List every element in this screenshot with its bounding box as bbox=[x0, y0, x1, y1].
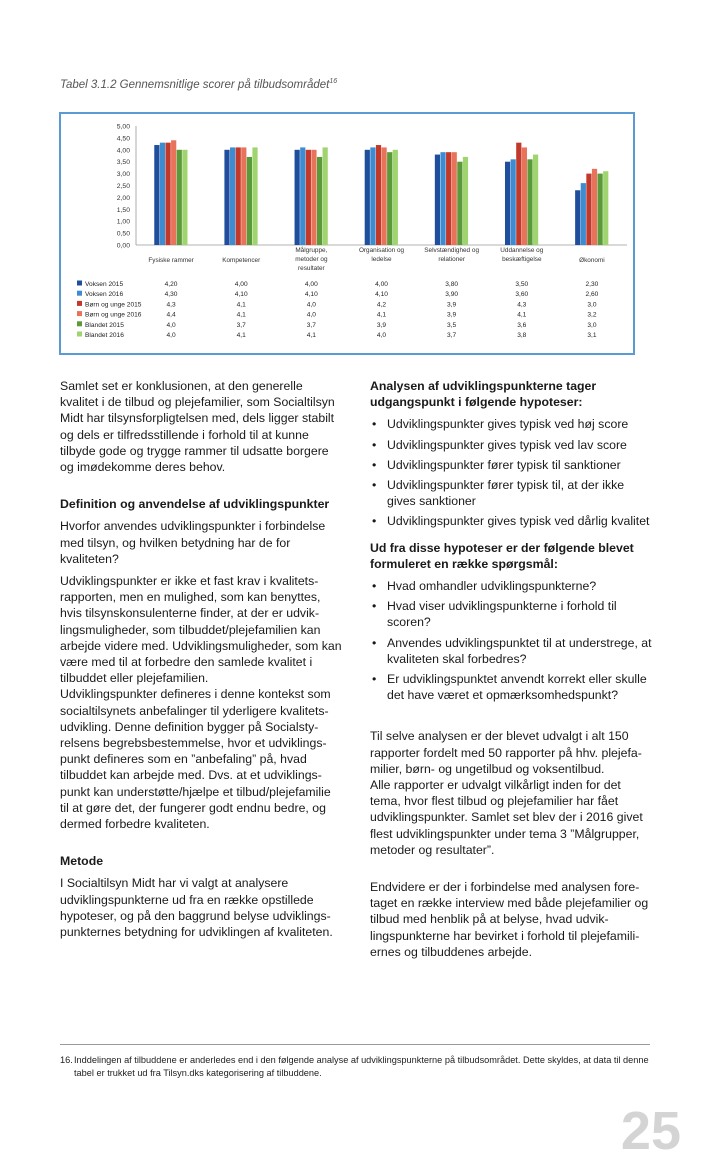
paragraph: I Socialtilsyn Midt har vi valgt at analysere udviklingspunkterne ud fra en række opstillede hypoteser, og på den baggrund belyse udviklingspunkternes betydning for udviklingen af kvaliteten. bbox=[60, 876, 333, 940]
y-tick-label: 4,50 bbox=[116, 135, 130, 143]
data-label: 4,1 bbox=[376, 311, 387, 319]
paragraph: Samlet set er konklusionen, at den generelle kvalitet i de tilbud og plejefamilier, som Socialtilsyn Midt har tilsynsforpligtelsen med, dels ligger stabilt og dels er tilfredsstillende i forhold til at kunne tilbyde gode og trygge rammer til udsatte borgere og imødekomme deres behov. bbox=[60, 379, 335, 475]
bar bbox=[306, 150, 311, 245]
bar bbox=[252, 147, 257, 245]
list-item: • Udviklingspunkter fører typisk til, at der ikke gives sanktioner bbox=[370, 477, 652, 509]
data-label: 3,7 bbox=[236, 321, 246, 329]
data-label: 3,1 bbox=[587, 332, 597, 339]
paragraph: Endvidere er der i forbindelse med analysen foretaget en række interview med både plejefamilier og tilbud med henblik på at belyse, hvad udviklingspunkterne har bevirket i forhold til plejefamiliernes og tilbuddenes arbejde. bbox=[370, 880, 649, 959]
x-tick-label: Økonomi bbox=[579, 257, 605, 264]
data-label: 3,9 bbox=[376, 321, 387, 329]
bar bbox=[241, 147, 246, 245]
legend-swatch bbox=[77, 332, 82, 337]
x-tick-label: resultater bbox=[298, 265, 325, 272]
data-label: 4,00 bbox=[304, 281, 318, 288]
hypotheses-list bbox=[370, 416, 652, 529]
y-tick-label: 2,00 bbox=[116, 194, 130, 202]
bar bbox=[182, 150, 187, 245]
legend-swatch bbox=[77, 281, 82, 286]
legend-swatch bbox=[77, 301, 82, 306]
list-item: • Udviklingspunkter gives typisk ved dårlig kvalitet bbox=[370, 513, 652, 529]
y-tick-label: 0,50 bbox=[116, 230, 130, 238]
y-tick-label: 2,50 bbox=[116, 183, 130, 190]
list-item: • Hvad omhandler udviklingspunkterne? bbox=[370, 578, 652, 594]
questions-list bbox=[370, 578, 652, 703]
paragraph: Hvorfor anvendes udviklingspunkter i forbindelse med tilsyn, og hvilken betydning har de for kvaliteten? bbox=[60, 519, 326, 566]
bar bbox=[300, 147, 305, 245]
bar bbox=[598, 174, 603, 245]
chart-svg bbox=[61, 114, 633, 353]
data-label: 4,0 bbox=[306, 301, 316, 309]
bar bbox=[446, 152, 451, 245]
bar bbox=[160, 143, 165, 245]
data-label: 4,30 bbox=[164, 291, 178, 299]
bar bbox=[603, 171, 608, 245]
y-tick-label: 5,00 bbox=[116, 123, 130, 131]
table-caption bbox=[60, 78, 337, 91]
bar bbox=[171, 140, 176, 245]
x-tick-label: Selvstændighed og bbox=[424, 247, 480, 254]
data-label: 4,1 bbox=[236, 311, 246, 319]
legend-label: Blandet 2015 bbox=[85, 321, 124, 329]
data-label: 3,5 bbox=[447, 321, 457, 329]
x-tick-label: beskæftigelse bbox=[502, 256, 542, 263]
data-label: 4,0 bbox=[306, 311, 316, 319]
data-label: 4,3 bbox=[166, 301, 176, 309]
data-label: 3,0 bbox=[587, 301, 597, 309]
data-label: 3,8 bbox=[517, 332, 527, 339]
data-label: 4,1 bbox=[236, 332, 246, 339]
data-label: 4,4 bbox=[166, 311, 176, 319]
data-label: 4,00 bbox=[234, 281, 248, 288]
data-label: 4,0 bbox=[376, 332, 387, 339]
data-label: 3,0 bbox=[587, 321, 597, 329]
legend-swatch bbox=[77, 291, 82, 296]
legend-label: Børn og unge 2016 bbox=[85, 311, 142, 319]
bar bbox=[516, 143, 521, 245]
paragraph: Udviklingspunkter defineres i denne kontekst som socialtilsynets anbefalinger til yderligere kvalitetsudvikling. Denne definition bygger på Socialstyrelsens begrebsbestemmelse, hvor et udviklingspunkt defineres som en ”anbefaling” på, hvad tilbuddet kan arbejde med. Dvs. at et udviklingspunkt kan understøtte/hjælpe et tilbud/plejefamilie til at gøre det, der fungerer godt endnu bedre, og dermed forbedre kvaliteten. bbox=[60, 687, 331, 832]
data-label: 3,7 bbox=[447, 332, 457, 339]
bar bbox=[376, 145, 381, 245]
right-column bbox=[370, 378, 652, 960]
data-label: 4,1 bbox=[236, 301, 246, 309]
heading-questions: Ud fra disse hypoteser er der følgende blevet formuleret en række spørgsmål: bbox=[370, 540, 634, 571]
y-tick-label: 3,00 bbox=[116, 171, 130, 179]
x-tick-label: Uddannelse og bbox=[500, 247, 544, 254]
footnote-ref: 16 bbox=[329, 78, 338, 85]
bar bbox=[317, 157, 322, 245]
y-tick-label: 0,00 bbox=[116, 242, 130, 250]
legend-label: Voksen 2015 bbox=[85, 281, 124, 288]
bar bbox=[511, 159, 516, 245]
data-label: 4,1 bbox=[306, 332, 316, 339]
x-tick-label: Målgruppe, bbox=[295, 247, 328, 254]
bar bbox=[393, 150, 398, 245]
y-tick-label: 1,00 bbox=[116, 218, 130, 226]
bar bbox=[382, 147, 387, 245]
bar bbox=[165, 143, 170, 245]
y-tick-label: 1,50 bbox=[116, 206, 130, 214]
bar bbox=[230, 147, 235, 245]
bar bbox=[387, 152, 392, 245]
data-label: 2,60 bbox=[585, 291, 599, 299]
heading-metode: Metode bbox=[60, 854, 104, 869]
x-tick-label: Kompetencer bbox=[222, 257, 261, 264]
bar bbox=[236, 147, 241, 245]
data-label: 4,2 bbox=[376, 301, 387, 309]
legend-swatch bbox=[77, 311, 82, 316]
bar bbox=[533, 155, 538, 245]
data-label: 4,1 bbox=[517, 311, 527, 319]
legend-swatch bbox=[77, 321, 82, 326]
data-label: 3,6 bbox=[517, 321, 527, 329]
bar bbox=[311, 150, 316, 245]
legend-label: Børn og unge 2015 bbox=[85, 301, 142, 309]
bar bbox=[365, 150, 370, 245]
paragraph: Til selve analysen er der blevet udvalgt i alt 150 rapporter fordelt med 50 rapporter på hhv. plejefamilier, børn- og ungetilbud og voksentilbud. bbox=[370, 729, 642, 776]
bar bbox=[440, 152, 445, 245]
list-item: • Udviklingspunkter gives typisk ved lav score bbox=[370, 437, 652, 453]
footnote-divider bbox=[60, 1044, 650, 1045]
heading-analyse: Analysen af udviklingspunkterne tager udgangspunkt i følgende hypoteser: bbox=[370, 379, 597, 410]
bar bbox=[527, 159, 532, 245]
footnote-text: Inddelingen af tilbuddene er anderledes end i den følgende analyse af udviklingspunkterne på tilbudsområdet. Dette skyldes, at data til denne tabel er trukket ud fra Tilsyn.dks kategorisering af tilbuddene. bbox=[74, 1055, 649, 1078]
footnote bbox=[60, 1054, 650, 1080]
data-label: 3,60 bbox=[515, 291, 529, 299]
data-label: 4,10 bbox=[375, 291, 388, 299]
bar bbox=[505, 162, 510, 245]
data-label: 4,0 bbox=[166, 321, 176, 329]
list-item: • Udviklingspunkter fører typisk til sanktioner bbox=[370, 457, 652, 473]
bar bbox=[592, 169, 597, 245]
data-label: 4,00 bbox=[375, 281, 388, 288]
bar bbox=[452, 152, 457, 245]
list-item: • Anvendes udviklingspunktet til at understrege, at kvaliteten skal forbedres? bbox=[370, 635, 652, 667]
bar bbox=[457, 162, 462, 245]
bar bbox=[295, 150, 300, 245]
bar bbox=[247, 157, 252, 245]
heading-definition: Definition og anvendelse af udviklingspunkter bbox=[60, 497, 330, 512]
bar bbox=[575, 190, 580, 245]
bar bbox=[586, 174, 591, 245]
x-tick-label: relationer bbox=[438, 256, 465, 263]
x-tick-label: ledelse bbox=[371, 256, 392, 263]
x-tick-label: metoder og bbox=[295, 256, 328, 263]
bar bbox=[323, 147, 328, 245]
data-label: 3,7 bbox=[306, 321, 316, 329]
bar bbox=[435, 155, 440, 245]
page-number: 25 bbox=[620, 1101, 681, 1161]
data-label: 3,90 bbox=[445, 291, 459, 299]
legend-label: Voksen 2016 bbox=[85, 291, 124, 299]
data-label: 2,30 bbox=[585, 281, 599, 288]
data-label: 3,50 bbox=[515, 281, 529, 288]
y-tick-label: 3,50 bbox=[116, 159, 130, 167]
data-label: 4,3 bbox=[517, 301, 527, 309]
data-label: 3,9 bbox=[447, 311, 457, 319]
caption-text: Tabel 3.1.2 Gennemsnitlige scorer på tilbudsområdet bbox=[60, 78, 330, 91]
bar bbox=[522, 147, 527, 245]
paragraph: Alle rapporter er udvalgt vilkårligt inden for det tema, hvor flest tilbud og plejefamilier har fået udviklingspunkter. Samlet set blev der i 2016 givet flest udviklingspunkter under tema 3 ”Målgrupper, metoder og resultater”. bbox=[370, 778, 643, 857]
list-item: • Hvad viser udviklingspunkterne i forhold til scoren? bbox=[370, 598, 652, 630]
data-label: 4,10 bbox=[304, 291, 318, 299]
x-tick-label: Fysiske rammer bbox=[148, 257, 194, 264]
data-label: 3,9 bbox=[447, 301, 457, 309]
bar-chart bbox=[59, 112, 635, 355]
left-column bbox=[60, 378, 342, 940]
bar bbox=[154, 145, 159, 245]
list-item: • Udviklingspunkter gives typisk ved høj score bbox=[370, 416, 652, 432]
footnote-number: 16. bbox=[60, 1055, 73, 1065]
data-label: 4,0 bbox=[166, 332, 176, 339]
bar bbox=[581, 183, 586, 245]
list-item: • Er udviklingspunktet anvendt korrekt eller skulle det have været et opmærksomhedspunkt? bbox=[370, 671, 652, 703]
data-label: 4,10 bbox=[234, 291, 248, 299]
data-label: 3,2 bbox=[587, 311, 597, 319]
paragraph: Udviklingspunkter er ikke et fast krav i kvalitetsrapporten, men en mulighed, som kan benyttes, hvis tilsynskonsulenterne finder, at der er udviklingsmuligheder, som tilbuddet/plejefamilien kan arbejde videre med. Udviklingsmuligheder, som kan være med til at forbedre den samlede kvalitet i tilbuddet eller plejefamilien. bbox=[60, 574, 342, 686]
bar bbox=[177, 150, 182, 245]
x-tick-label: Organisation og bbox=[358, 247, 405, 254]
y-tick-label: 4,00 bbox=[116, 147, 130, 155]
bar bbox=[463, 157, 468, 245]
data-label: 3,80 bbox=[445, 281, 459, 288]
bar bbox=[370, 147, 375, 245]
bar bbox=[224, 150, 229, 245]
data-label: 4,20 bbox=[164, 281, 178, 288]
legend-label: Blandet 2016 bbox=[85, 332, 124, 339]
